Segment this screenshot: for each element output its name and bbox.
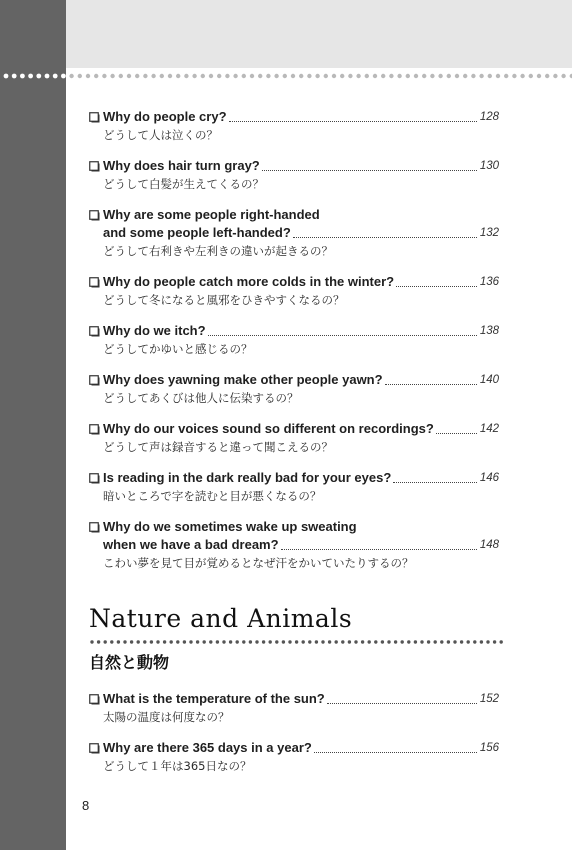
divider-dot xyxy=(250,74,254,78)
rule-dot xyxy=(467,640,470,643)
rule-dot xyxy=(130,640,133,643)
rule-dot xyxy=(328,640,331,643)
checkbox-icon xyxy=(89,743,100,754)
divider-dot xyxy=(520,74,524,78)
divider-dot xyxy=(184,74,188,78)
rule-dot xyxy=(460,640,463,643)
divider-dot xyxy=(61,74,66,79)
rule-dot xyxy=(288,640,291,643)
divider-dot xyxy=(529,74,533,78)
divider-dot xyxy=(143,74,147,78)
toc-question-line xyxy=(89,157,499,175)
question-text: Why does yawning make other people yawn? xyxy=(103,372,383,387)
divider-dot xyxy=(512,74,516,78)
divider-dot xyxy=(553,74,557,78)
divider-dot xyxy=(233,74,237,78)
toc-page-number: 128 xyxy=(479,111,499,123)
rule-dot xyxy=(354,640,357,643)
question-text: Why do we sometimes wake up sweating xyxy=(103,519,357,534)
divider-dot xyxy=(53,74,58,79)
rule-dot xyxy=(447,640,450,643)
rule-dot xyxy=(500,640,503,643)
toc-entry xyxy=(89,273,499,309)
checkbox-icon xyxy=(89,210,100,221)
toc-entry xyxy=(89,108,499,144)
rule-dot xyxy=(222,640,225,643)
toc-question-line xyxy=(89,739,499,757)
rule-dot xyxy=(143,640,146,643)
rule-dot xyxy=(229,640,232,643)
rule-dot xyxy=(196,640,199,643)
divider-dot xyxy=(504,74,508,78)
divider-dot xyxy=(373,74,377,78)
checkbox-icon xyxy=(89,473,100,484)
rule-dot xyxy=(269,640,272,643)
rule-dot xyxy=(90,640,93,643)
top-header-band xyxy=(66,0,572,68)
japanese-translation: どうして白髪が生えてくるの？ xyxy=(103,177,264,191)
divider-dot xyxy=(28,74,33,79)
rule-dot xyxy=(401,640,404,643)
section-toc-list xyxy=(89,690,499,788)
toc-question-line xyxy=(89,108,499,126)
rule-dot xyxy=(189,640,192,643)
divider-dot xyxy=(389,74,393,78)
toc-list xyxy=(89,108,499,585)
japanese-translation: どうして人は泣くの？ xyxy=(103,128,218,142)
checkbox-icon xyxy=(89,424,100,435)
rule-dot xyxy=(275,640,278,643)
rule-dot xyxy=(295,640,298,643)
rule-dot xyxy=(236,640,239,643)
divider-dot xyxy=(176,74,180,78)
rule-dot xyxy=(117,640,120,643)
checkbox-icon xyxy=(89,694,100,705)
divider-dot xyxy=(217,74,221,78)
divider-dot xyxy=(86,74,90,78)
question-text: Why do our voices sound so different on recordings? xyxy=(103,421,434,436)
rule-dot xyxy=(249,640,252,643)
question-text: and some people left-handed? xyxy=(103,225,291,240)
checkbox-icon xyxy=(89,112,100,123)
rule-dot xyxy=(176,640,179,643)
divider-dot xyxy=(488,74,492,78)
question-text: Why do we itch? xyxy=(103,323,206,338)
section-subtitle: 自然と動物 xyxy=(89,653,170,672)
section-dotted-rule xyxy=(89,639,505,645)
toc-question-line xyxy=(89,273,499,291)
dot-leader xyxy=(385,384,477,385)
toc-entry xyxy=(89,739,499,775)
divider-dot xyxy=(201,74,205,78)
divider-dot xyxy=(381,74,385,78)
divider-dot xyxy=(422,74,426,78)
dot-leader xyxy=(393,482,477,483)
left-margin-band xyxy=(0,0,66,850)
toc-question-line xyxy=(89,690,499,708)
rule-dot xyxy=(97,640,100,643)
japanese-translation: こわい夢を見て目が覚めるとなぜ汗をかいていたりするの？ xyxy=(103,556,414,570)
question-text: Why do people catch more colds in the winter? xyxy=(103,274,395,289)
rule-dot xyxy=(480,640,483,643)
rule-dot xyxy=(209,640,212,643)
divider-dot xyxy=(406,74,410,78)
toc-page-number: 146 xyxy=(479,472,499,484)
rule-dot xyxy=(335,640,338,643)
dot-leader xyxy=(262,170,477,171)
divider-dot xyxy=(209,74,213,78)
divider-dot xyxy=(266,74,270,78)
divider-dot xyxy=(315,74,319,78)
rule-dot xyxy=(440,640,443,643)
divider-dot xyxy=(119,74,123,78)
rule-dot xyxy=(407,640,410,643)
divider-dot xyxy=(135,74,139,78)
divider-dot xyxy=(160,74,164,78)
divider-dot xyxy=(365,74,369,78)
question-text: What is the temperature of the sun? xyxy=(103,691,325,706)
rule-dot xyxy=(420,640,423,643)
rule-dot xyxy=(473,640,476,643)
question-text: Why does hair turn gray? xyxy=(103,158,260,173)
divider-dot xyxy=(274,74,278,78)
divider-dot xyxy=(20,74,25,79)
divider-dot xyxy=(332,74,336,78)
divider-dot xyxy=(102,74,106,78)
divider-dot xyxy=(447,74,451,78)
rule-dot xyxy=(427,640,430,643)
rule-dot xyxy=(374,640,377,643)
rule-dot xyxy=(414,640,417,643)
rule-dot xyxy=(486,640,489,643)
toc-entry xyxy=(89,469,499,505)
toc-question-line xyxy=(89,420,499,438)
divider-dot xyxy=(45,74,50,79)
dot-leader xyxy=(327,703,477,704)
toc-page-number: 132 xyxy=(479,227,499,239)
japanese-translation: どうしてかゆいと感じるの？ xyxy=(103,342,253,356)
rule-dot xyxy=(104,640,107,643)
rule-dot xyxy=(216,640,219,643)
rule-dot xyxy=(123,640,126,643)
toc-page-number: 138 xyxy=(479,325,499,337)
rule-dot xyxy=(302,640,305,643)
toc-entry xyxy=(89,420,499,456)
rule-dot xyxy=(361,640,364,643)
divider-dot xyxy=(78,74,82,78)
divider-dot xyxy=(12,74,17,79)
rule-dot xyxy=(203,640,206,643)
checkbox-icon xyxy=(89,375,100,386)
divider-dot xyxy=(242,74,246,78)
toc-page-number: 148 xyxy=(479,539,499,551)
rule-dot xyxy=(156,640,159,643)
divider-dot xyxy=(324,74,328,78)
divider-dot xyxy=(496,74,500,78)
divider-dot xyxy=(348,74,352,78)
dot-leader xyxy=(396,286,477,287)
dot-leader xyxy=(281,549,477,550)
rule-dot xyxy=(394,640,397,643)
toc-question-line xyxy=(89,322,499,340)
rule-dot xyxy=(315,640,318,643)
divider-dot xyxy=(397,74,401,78)
divider-dot xyxy=(151,74,155,78)
rule-dot xyxy=(387,640,390,643)
divider-dot xyxy=(307,74,311,78)
question-text: Why are some people right-handed xyxy=(103,207,320,222)
toc-entry xyxy=(89,371,499,407)
divider-dot xyxy=(356,74,360,78)
divider-dot xyxy=(69,74,73,78)
rule-dot xyxy=(368,640,371,643)
checkbox-icon xyxy=(89,522,100,533)
divider-dot xyxy=(168,74,172,78)
rule-dot xyxy=(341,640,344,643)
question-text: Why are there 365 days in a year? xyxy=(103,740,312,755)
toc-question-line xyxy=(89,224,499,242)
toc-page-number: 156 xyxy=(479,742,499,754)
divider-dot xyxy=(438,74,442,78)
toc-entry xyxy=(89,157,499,193)
page-number: 8 xyxy=(82,798,90,813)
rule-dot xyxy=(163,640,166,643)
divider-dot xyxy=(127,74,131,78)
divider-dot xyxy=(414,74,418,78)
divider-dot xyxy=(340,74,344,78)
rule-dot xyxy=(308,640,311,643)
divider-dot xyxy=(192,74,196,78)
rule-dot xyxy=(262,640,265,643)
dot-leader xyxy=(229,121,477,122)
toc-question-line xyxy=(89,518,499,536)
toc-page-number: 136 xyxy=(479,276,499,288)
divider-dot xyxy=(561,74,565,78)
divider-dot xyxy=(4,74,9,79)
checkbox-icon xyxy=(89,326,100,337)
rule-dot xyxy=(255,640,258,643)
divider-dot xyxy=(258,74,262,78)
checkbox-icon xyxy=(89,277,100,288)
divider-dot xyxy=(283,74,287,78)
toc-page-number: 130 xyxy=(479,160,499,172)
japanese-translation: どうして１年は365日なの？ xyxy=(103,759,252,773)
question-text: Why do people cry? xyxy=(103,109,227,124)
divider-dot xyxy=(36,74,41,79)
toc-entry xyxy=(89,322,499,358)
rule-dot xyxy=(282,640,285,643)
divider-dot xyxy=(94,74,98,78)
rule-dot xyxy=(453,640,456,643)
rule-dot xyxy=(183,640,186,643)
japanese-translation: 暗いところで字を読むと目が悪くなるの？ xyxy=(103,489,322,503)
rule-dot xyxy=(321,640,324,643)
rule-dot xyxy=(434,640,437,643)
toc-question-line xyxy=(89,469,499,487)
japanese-translation: どうして声は録音すると違って聞こえるの？ xyxy=(103,440,333,454)
divider-dot xyxy=(225,74,229,78)
divider-dot xyxy=(455,74,459,78)
toc-page-number: 152 xyxy=(479,693,499,705)
japanese-translation: 太陽の温度は何度なの？ xyxy=(103,710,230,724)
divider-dot xyxy=(537,74,541,78)
divider-dot xyxy=(471,74,475,78)
japanese-translation: どうして右利きや左利きの違いが起きるの？ xyxy=(103,244,333,258)
toc-question-line xyxy=(89,371,499,389)
rule-dot xyxy=(493,640,496,643)
divider-dot xyxy=(479,74,483,78)
rule-dot xyxy=(170,640,173,643)
question-text: Is reading in the dark really bad for your eyes? xyxy=(103,470,392,485)
toc-page-number: 140 xyxy=(479,374,499,386)
checkbox-icon xyxy=(89,161,100,172)
rule-dot xyxy=(150,640,153,643)
rule-dot xyxy=(137,640,140,643)
divider-dot xyxy=(110,74,114,78)
toc-entry xyxy=(89,690,499,726)
rule-dot xyxy=(381,640,384,643)
question-text: when we have a bad dream? xyxy=(103,537,279,552)
rule-dot xyxy=(110,640,113,643)
dot-leader xyxy=(208,335,477,336)
japanese-translation: どうしてあくびは他人に伝染するの？ xyxy=(103,391,299,405)
section-title: Nature and Animals xyxy=(89,604,353,633)
divider-dot xyxy=(291,74,295,78)
divider-dot xyxy=(299,74,303,78)
japanese-translation: どうして冬になると風邪をひきやすくなるの？ xyxy=(103,293,345,307)
divider-dot xyxy=(430,74,434,78)
rule-dot xyxy=(242,640,245,643)
toc-question-line xyxy=(89,206,499,224)
dotted-divider-top xyxy=(0,71,572,81)
toc-question-line xyxy=(89,536,499,554)
divider-dot xyxy=(545,74,549,78)
toc-entry xyxy=(89,518,499,572)
dot-leader xyxy=(293,237,477,238)
dot-leader xyxy=(436,433,477,434)
rule-dot xyxy=(348,640,351,643)
toc-page-number: 142 xyxy=(479,423,499,435)
toc-entry xyxy=(89,206,499,260)
dot-leader xyxy=(314,752,477,753)
divider-dot xyxy=(463,74,467,78)
